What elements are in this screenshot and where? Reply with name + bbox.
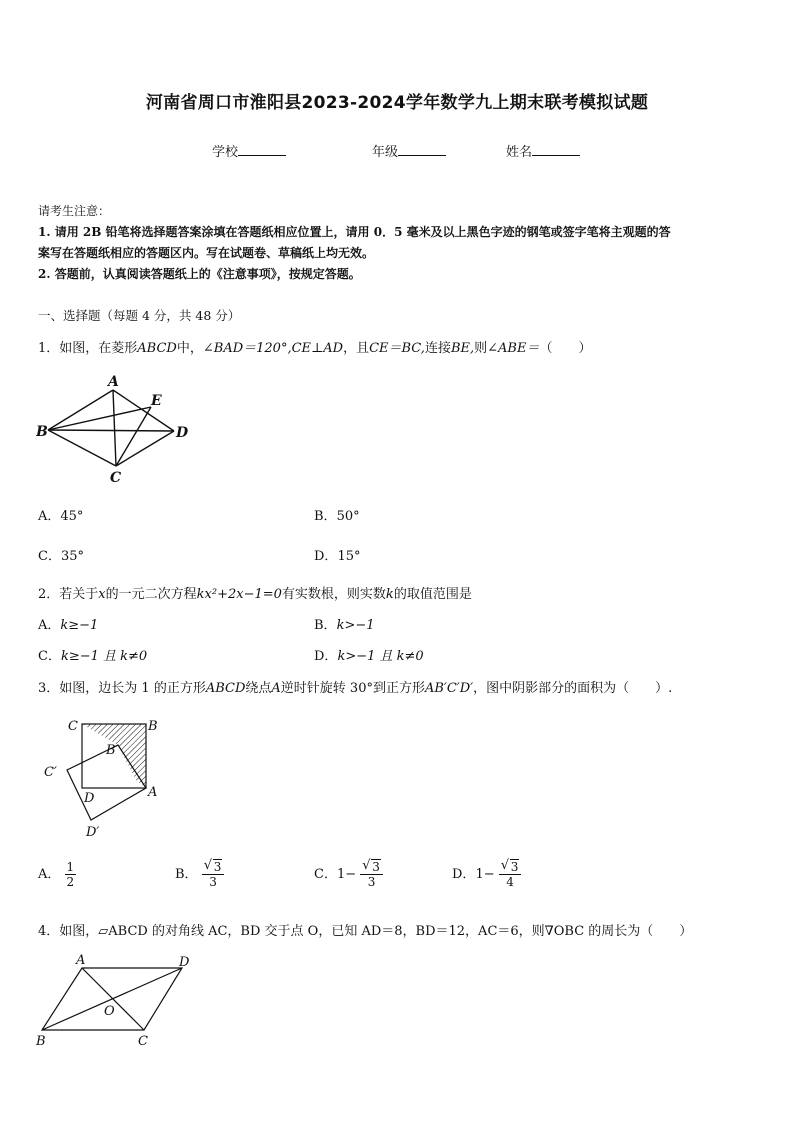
label-o: O	[104, 1004, 115, 1019]
fraction-numerator	[360, 860, 383, 875]
option-text: 50°	[336, 509, 360, 524]
section-heading: 一、选择题（每题 4 分，共 48 分）	[38, 308, 241, 323]
q1-text: 连接	[424, 341, 451, 356]
q1-math: ABCD	[137, 341, 177, 356]
fraction	[65, 860, 77, 889]
segment-ac	[113, 390, 116, 466]
q3-math: AB′C′D′	[424, 681, 474, 696]
q1-text: 如图，在菱形	[59, 341, 138, 356]
fraction-denominator: 3	[367, 875, 376, 889]
q3-math: ABCD	[205, 681, 246, 696]
fraction-numerator: 1	[66, 860, 75, 874]
grade-field	[372, 141, 446, 160]
notice-item-1-line-2: 案写在答题纸相应的答题区内。写在试题卷、草稿纸上均无效。	[38, 246, 375, 260]
segment-bc	[48, 430, 116, 466]
label-a: A	[108, 374, 119, 390]
q1-math: ∠BAD＝120°,CE⊥AD	[202, 341, 344, 356]
option-text: k>−1 且 k≠0	[337, 649, 424, 664]
q2-text: 的一元二次方程	[105, 587, 197, 602]
label-d: D	[176, 425, 189, 441]
q1-math: CE＝BC,	[369, 341, 425, 356]
diagonal-bd	[42, 968, 182, 1030]
grade-label: 年级	[372, 145, 399, 160]
question-number: 1．	[38, 341, 60, 356]
fraction	[499, 860, 522, 889]
name-label: 姓名	[506, 145, 533, 160]
q2-option-b[interactable]	[314, 614, 375, 633]
label-e: E	[151, 393, 162, 409]
notice-item-2: 2. 答题前，认真阅读答题纸上的《注意事项》，按规定答题。	[38, 267, 361, 281]
notice-heading: 请考生注意：	[38, 204, 111, 218]
radicand: 3	[372, 860, 380, 874]
option-prefix: 1−	[475, 867, 495, 882]
fraction-denominator: 2	[66, 875, 75, 889]
q2-text: 若关于	[59, 587, 99, 602]
name-blank	[532, 143, 580, 156]
segment-ce	[116, 407, 151, 466]
school-field	[212, 141, 286, 160]
name-field	[506, 141, 580, 160]
label-c: C	[110, 470, 122, 486]
q1-option-d[interactable]	[314, 545, 360, 564]
option-text: 15°	[337, 549, 361, 564]
q3-square-rotation-figure	[40, 712, 170, 842]
question-4-stem	[38, 920, 758, 939]
label-d-prime: D′	[86, 825, 100, 840]
label-c: C	[138, 1034, 148, 1048]
question-number: 2．	[38, 587, 60, 602]
segment-ab	[48, 390, 113, 430]
q3-option-c[interactable]	[314, 860, 383, 889]
radicand: 3	[213, 860, 222, 874]
notice-item-1-line-1: 1. 请用 2B 铅笔将选择题答案涂填在答题纸相应位置上，请用 0．5 毫米及以上黑色字迹的钢笔或签字笔将主观题的答	[38, 225, 671, 239]
q3-option-d[interactable]	[452, 860, 521, 889]
q2-option-d[interactable]	[314, 645, 424, 664]
sqrt-symbol	[501, 860, 520, 874]
label-c: C	[68, 719, 78, 734]
label-d: D	[179, 955, 190, 970]
grade-blank	[398, 143, 446, 156]
option-text: k>−1	[336, 618, 375, 633]
option-text: k≥−1 且 k≠0	[60, 649, 148, 664]
q1-text: ，且	[343, 341, 370, 356]
label-b-prime: B′	[106, 743, 119, 758]
segment-cd	[116, 431, 174, 466]
q1-math: BE,	[450, 341, 475, 356]
label-c-prime: C′	[44, 765, 57, 780]
sqrt-symbol	[362, 860, 381, 874]
option-letter: B．	[175, 867, 198, 882]
fraction-denominator: 3	[209, 875, 217, 889]
q4-parallelogram-figure	[34, 952, 204, 1048]
option-text: 35°	[60, 549, 84, 564]
question-number: 3．	[38, 681, 60, 696]
option-letter: C．	[38, 649, 61, 664]
fraction-denominator: 4	[506, 875, 514, 889]
q1-text: 则	[474, 341, 488, 356]
option-prefix: 1−	[336, 867, 357, 882]
label-b: B	[36, 424, 48, 440]
label-b: B	[148, 719, 158, 734]
option-letter: C．	[38, 549, 61, 564]
page-title: 河南省周口市淮阳县2023-2024学年数学九上期末联考模拟试题	[145, 93, 649, 113]
fraction-numerator	[202, 860, 225, 875]
fraction-numerator	[499, 860, 522, 875]
option-letter: A．	[38, 618, 61, 633]
q1-text: （ ）	[539, 341, 592, 356]
school-label: 学校	[212, 145, 239, 160]
segment-bd	[48, 430, 174, 431]
notice-block	[38, 201, 758, 285]
q2-text: 的取值范围是	[393, 587, 472, 602]
q3-text: 如图，边长为 1 的正方形	[59, 681, 206, 696]
q3-option-b[interactable]	[175, 860, 224, 889]
q2-option-a[interactable]	[38, 614, 98, 633]
q1-rhombus-figure	[36, 370, 196, 486]
sqrt-symbol	[204, 860, 223, 874]
label-a: A	[76, 953, 86, 968]
question-1-stem	[38, 337, 758, 356]
fraction	[360, 860, 383, 889]
q2-text: 有实数根，则实数	[281, 587, 386, 602]
option-letter: B．	[314, 509, 337, 524]
option-letter: A．	[38, 867, 61, 882]
q3-math: A	[271, 681, 281, 696]
question-number: 4．	[38, 924, 60, 939]
q1-option-c[interactable]	[38, 545, 84, 564]
q2-math: x	[98, 587, 106, 602]
option-letter: C．	[314, 867, 337, 882]
q1-math: ∠ABE＝	[487, 341, 540, 356]
option-letter: D．	[314, 549, 338, 564]
q1-option-b[interactable]	[314, 505, 360, 524]
option-letter: B．	[314, 618, 337, 633]
q4-text: 如图，▱ABCD 的对角线 AC，BD 交于点 O，已知 AD＝8，BD＝12，AC＝6，则∇OBC 的周长为（ ）	[59, 924, 693, 939]
option-text: 45°	[60, 509, 84, 524]
q3-option-a[interactable]	[38, 860, 76, 889]
segment-ad	[113, 390, 174, 431]
q2-math: kx²+2x−1=0	[196, 587, 282, 602]
q1-text: 中，	[176, 341, 203, 356]
label-a: A	[148, 785, 158, 800]
school-blank	[238, 143, 286, 156]
label-b: B	[36, 1034, 46, 1048]
q2-option-c[interactable]	[38, 645, 147, 664]
question-2-stem	[38, 583, 758, 602]
q3-text: 逆时针旋转 30°到正方形	[280, 681, 425, 696]
q1-option-a[interactable]	[38, 505, 83, 524]
option-letter: D．	[314, 649, 338, 664]
option-letter: A．	[38, 509, 61, 524]
segment-be	[48, 407, 151, 430]
option-text: k≥−1	[60, 618, 99, 633]
option-letter: D．	[452, 867, 476, 882]
radicand: 3	[510, 860, 519, 874]
label-d: D	[84, 791, 95, 806]
q3-text: 绕点	[245, 681, 272, 696]
q2-math: k	[385, 587, 394, 602]
q3-text: ，图中阴影部分的面积为（ ）.	[473, 681, 673, 696]
question-3-stem	[38, 677, 758, 696]
fraction	[202, 860, 225, 889]
